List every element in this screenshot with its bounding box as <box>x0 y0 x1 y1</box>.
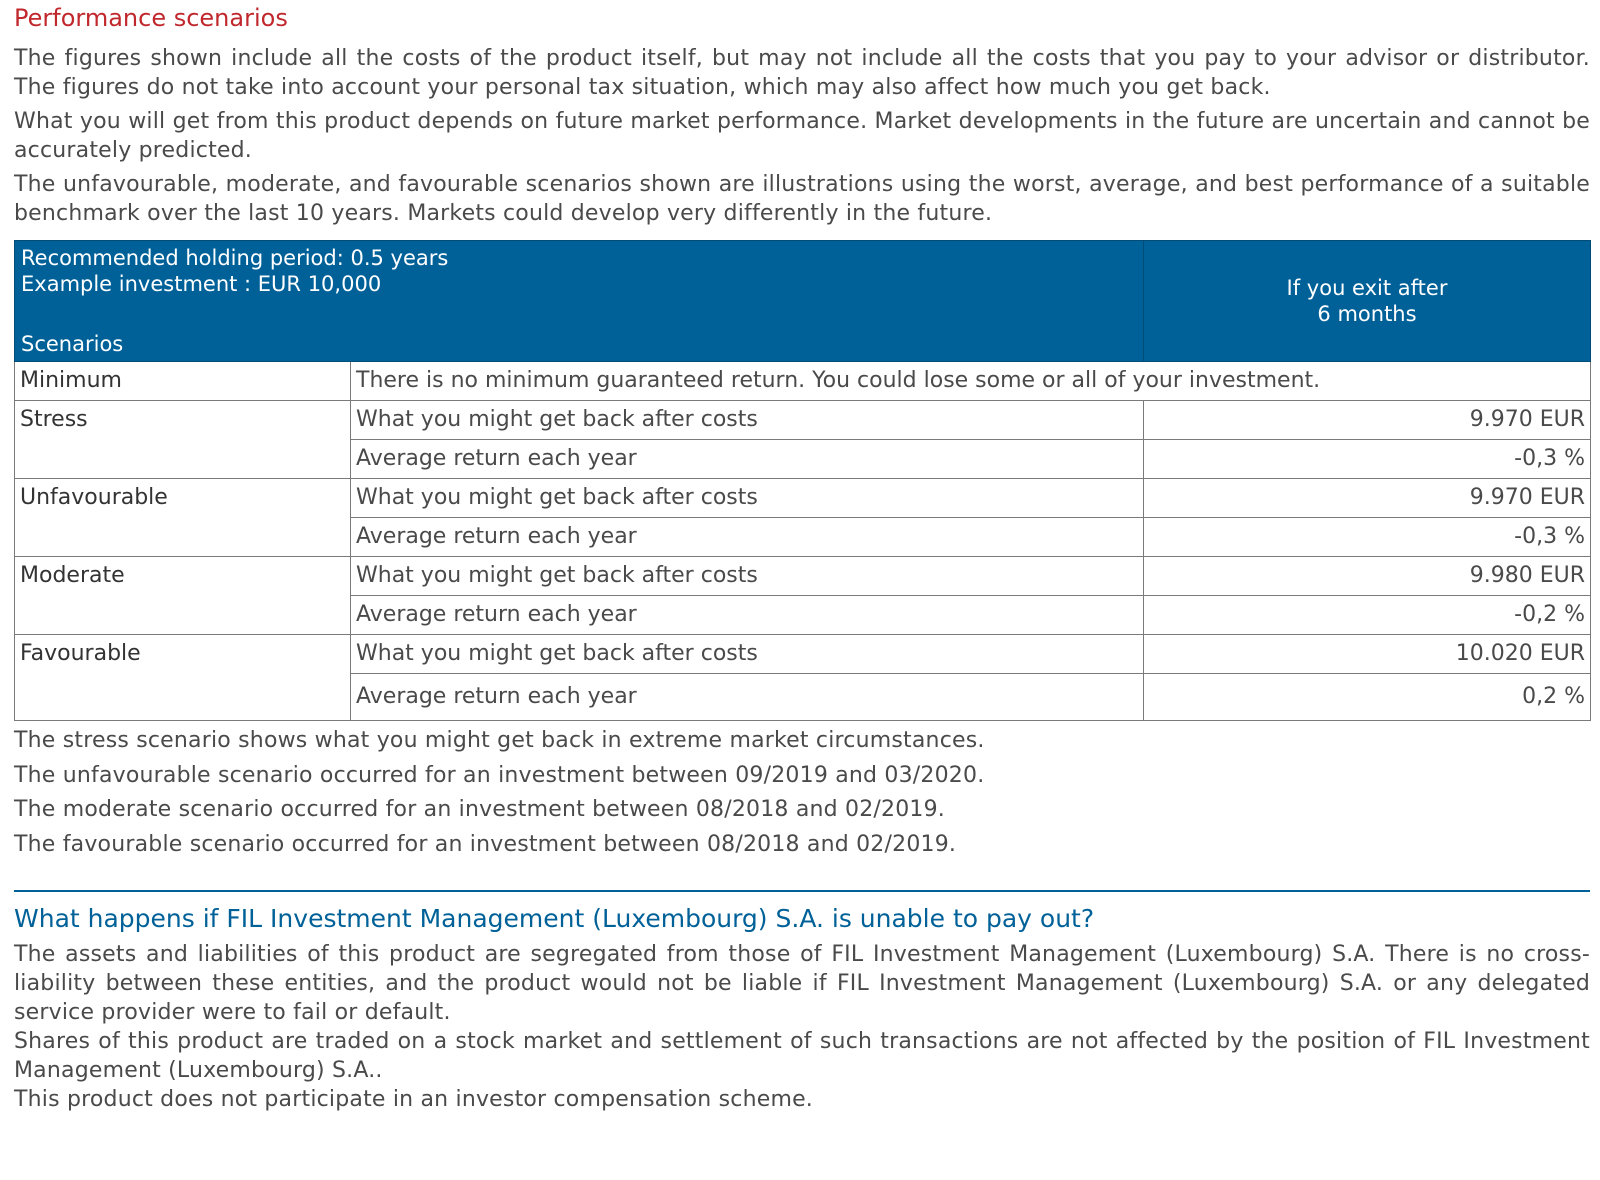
scenario-name: Moderate <box>15 557 351 635</box>
scenario-name: Favourable <box>15 635 351 721</box>
scenario-name: Unfavourable <box>15 479 351 557</box>
row-value: 10.020 EUR <box>1144 635 1591 674</box>
payout-paragraph: This product does not participate in an investor compensation scheme. <box>14 1087 813 1112</box>
holding-period-label: Recommended holding period: 0.5 years <box>21 246 449 270</box>
performance-paragraph: What you will get from this product depends on future market performance. Market developments in the future are uncertain and cannot be accurately predicted. <box>14 109 1590 163</box>
table-row <box>15 557 1591 596</box>
row-value: -0,3 % <box>1144 440 1591 479</box>
document-page <box>14 0 1590 1114</box>
section-divider <box>14 890 1590 892</box>
row-value: 9.970 EUR <box>1144 401 1591 440</box>
row-value: 0,2 % <box>1144 674 1591 721</box>
row-label: Average return each year <box>351 596 1144 635</box>
scenario-note: The moderate scenario occurred for an investment between 08/2018 and 02/2019. <box>14 797 945 822</box>
performance-scenarios-title: Performance scenarios <box>14 4 288 32</box>
scenario-note: The stress scenario shows what you might get back in extreme market circumstances. <box>14 728 985 753</box>
exit-period-line2: 6 months <box>1317 302 1417 326</box>
payout-paragraph: The assets and liabilities of this product are segregated from those of FIL Investment Management (Luxembourg) S.A. There is no cross-liability between these entities, and the product would not be liable if FIL Investment Management (Luxembourg) S.A. or any delegated service provider were to fail or default. <box>14 942 1590 1025</box>
exit-period-line1: If you exit after <box>1286 276 1448 300</box>
table-row <box>15 479 1591 518</box>
table-header-info <box>15 241 1144 362</box>
performance-paragraph: The figures shown include all the costs of the product itself, but may not include all the costs that you pay to your advisor or distributor. The figures do not take into account your personal tax situation, which may also affect how much you get back. <box>14 46 1590 100</box>
scenario-name: Stress <box>15 401 351 479</box>
payout-paragraph: Shares of this product are traded on a stock market and settlement of such transactions are not affected by the position of FIL Investment Management (Luxembourg) S.A.. <box>14 1029 1590 1083</box>
scenario-note: The unfavourable scenario occurred for an investment between 09/2019 and 03/2020. <box>14 762 985 788</box>
row-label: What you might get back after costs <box>351 635 1144 674</box>
payout-section-title: What happens if FIL Investment Management (Luxembourg) S.A. is unable to pay out? <box>14 904 1095 933</box>
minimum-text: There is no minimum guaranteed return. You could lose some or all of your investment. <box>351 362 1591 401</box>
row-label: Average return each year <box>351 674 1144 721</box>
exit-period-header <box>1144 241 1591 362</box>
row-label: What you might get back after costs <box>351 557 1144 596</box>
table-row <box>15 401 1591 440</box>
row-value: -0,2 % <box>1144 596 1591 635</box>
row-value: -0,3 % <box>1144 518 1591 557</box>
scenarios-label: Scenarios <box>21 332 124 356</box>
row-label: Average return each year <box>351 518 1144 557</box>
row-label: What you might get back after costs <box>351 401 1144 440</box>
scenario-notes <box>14 724 1590 862</box>
table-row-minimum <box>15 362 1591 401</box>
example-investment-label: Example investment : EUR 10,000 <box>21 272 382 296</box>
table-row <box>15 635 1591 674</box>
scenarios-table <box>14 240 1591 721</box>
scenario-name: Minimum <box>15 362 351 401</box>
row-label: Average return each year <box>351 440 1144 479</box>
performance-paragraph: The unfavourable, moderate, and favourable scenarios shown are illustrations using the worst, average, and best performance of a suitable benchmark over the last 10 years. Markets could develop very differently in the future. <box>14 172 1590 226</box>
row-label: What you might get back after costs <box>351 479 1144 518</box>
row-value: 9.980 EUR <box>1144 557 1591 596</box>
scenario-note: The favourable scenario occurred for an investment between 08/2018 and 02/2019. <box>14 831 957 857</box>
row-value: 9.970 EUR <box>1144 479 1591 518</box>
table-header-row <box>15 241 1591 362</box>
